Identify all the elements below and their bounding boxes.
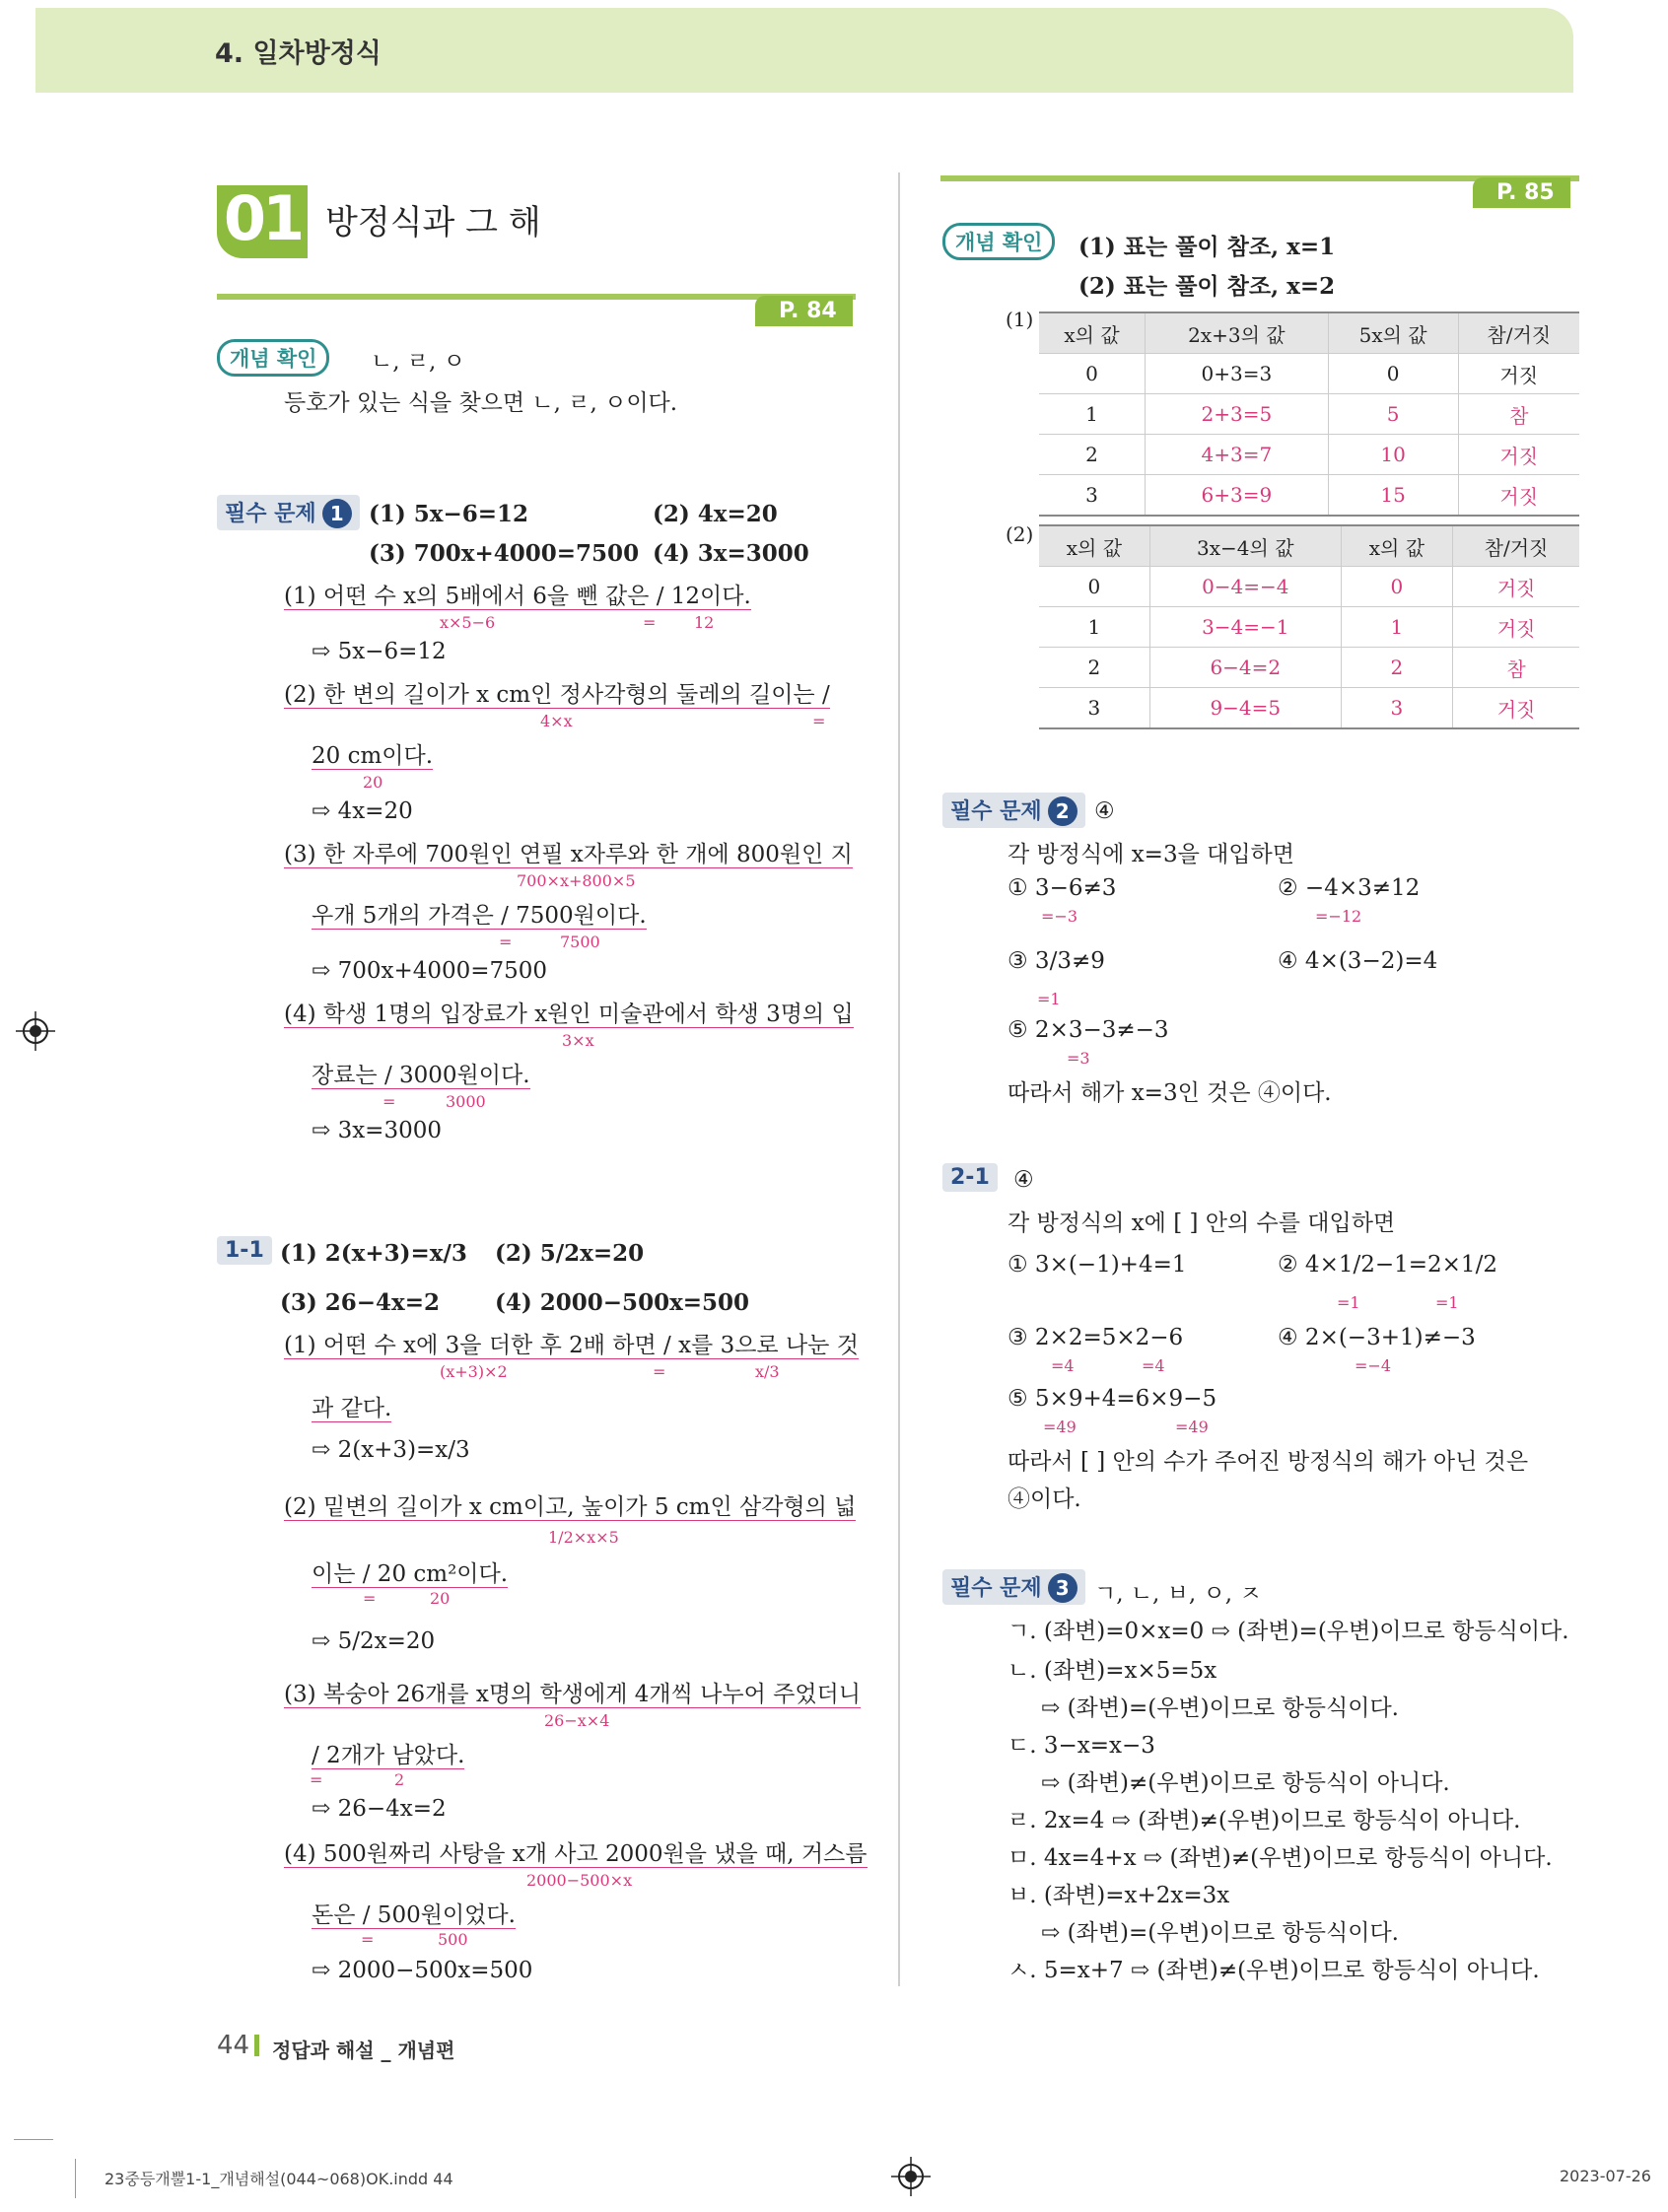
- crop-mark-left-v: [75, 2159, 76, 2198]
- footer-separator: [254, 2035, 259, 2056]
- p1-sol-4-text: (4) 학생 1명의 입장료가 x원인 미술관에서 학생 3명의 입: [284, 1002, 854, 1027]
- p3-answer: ㄱ, ㄴ, ㅂ, ㅇ, ㅈ: [1094, 1581, 1262, 1607]
- table-2-header: x의 값: [1039, 525, 1149, 567]
- p11-sol-1-result: ⇨ 2(x+3)=x/3: [312, 1437, 470, 1463]
- p1-sol-2-note-c: 20: [363, 773, 383, 792]
- p21-choice-4: ④ 2×(−3+1)≠−3: [1278, 1325, 1476, 1350]
- table-cell: 거짓: [1458, 354, 1579, 394]
- p21-choice-3-note-b: =4: [1142, 1356, 1165, 1375]
- p3-line: ⇨ (좌변)≠(우변)이므로 항등식이 아니다.: [1041, 1770, 1450, 1796]
- p11-sol-3: [284, 1676, 861, 1708]
- p1-answer-3: (3) 700x+4000=7500: [369, 540, 640, 567]
- p3-line: ㄱ. (좌변)=0×x=0 ⇨ (좌변)=(우변)이므로 항등식이다.: [1008, 1619, 1569, 1644]
- p1-sol-4-cont: [312, 1057, 530, 1089]
- p11-sol-2-cont: [312, 1555, 508, 1588]
- p11-sol-2-result: ⇨ 5/2x=20: [312, 1628, 436, 1654]
- p1-sol-2: [284, 676, 830, 709]
- footer-page-number: 44: [217, 2031, 250, 2060]
- column-divider: [898, 173, 900, 1986]
- p21-choice-5-note-b: =49: [1175, 1417, 1209, 1436]
- p11-sol-4-note-a: 2000−500×x: [526, 1871, 633, 1890]
- p1-sol-3-cont-text: 우개 5개의 가격은 / 7500원이다.: [312, 903, 647, 929]
- p21-choice-4-note: =−4: [1355, 1356, 1391, 1375]
- p2-choice-3-note: =1: [1037, 990, 1061, 1008]
- p1-sol-1-note-b: =: [643, 613, 657, 632]
- p11-answer-4: (4) 2000−500x=500: [495, 1289, 750, 1316]
- p21-choice-3-note-a: =4: [1051, 1356, 1075, 1375]
- p11-sol-3-note-a: 26−x×4: [544, 1711, 610, 1730]
- p1-sol-4-note-b: =: [382, 1092, 396, 1111]
- p11-sol-4-cont: [312, 1897, 516, 1929]
- p1-sol-3-result: ⇨ 700x+4000=7500: [312, 958, 548, 984]
- table-cell: 10: [1328, 435, 1458, 475]
- concept-badge-right: 개념 확인: [942, 223, 1055, 260]
- table-row: [1039, 567, 1579, 607]
- p11-sol-1-cont-text: 과 같다.: [312, 1396, 392, 1421]
- p21-choice-2-note-b: =1: [1435, 1293, 1459, 1312]
- p1-sol-3: [284, 836, 853, 868]
- table-1-header-row: [1039, 312, 1579, 354]
- p2-choice-1-note: =−3: [1041, 907, 1077, 926]
- p3-line: ㄷ. 3−x=x−3: [1008, 1733, 1155, 1759]
- table-cell: 거짓: [1453, 607, 1579, 648]
- p11-answer-1: (1) 2(x+3)=x/3: [280, 1240, 467, 1267]
- table-cell: 2+3=5: [1146, 394, 1329, 435]
- p11-sol-2-text: (2) 밑변의 길이가 x cm이고, 높이가 5 cm인 삼각형의 넓: [284, 1494, 857, 1520]
- problem-2-label: 필수 문제: [950, 799, 1042, 824]
- p21-answer: ④: [1013, 1167, 1034, 1193]
- table-2-header: x의 값: [1341, 525, 1452, 567]
- p1-sol-4-result: ⇨ 3x=3000: [312, 1118, 442, 1143]
- p2-choice-1: ① 3−6≠3: [1008, 875, 1117, 901]
- table-row: [1039, 607, 1579, 648]
- p21-choice-5: ⑤ 5×9+4=6×9−5: [1008, 1386, 1217, 1412]
- p21-choice-2: ② 4×1/2−1=2×1/2: [1278, 1252, 1497, 1278]
- table-cell: 0+3=3: [1146, 354, 1329, 394]
- p11-sol-4-text: (4) 500원짜리 사탕을 x개 사고 2000원을 냈을 때, 거스름: [284, 1841, 868, 1867]
- footer-book-title: 정답과 해설 _ 개념편: [272, 2039, 455, 2062]
- p21-conclusion-1: 따라서 [ ] 안의 수가 주어진 방정식의 해가 아닌 것은: [1008, 1449, 1529, 1475]
- p21-choice-3: ③ 2×2=5×2−6: [1008, 1325, 1184, 1350]
- problem-1-label: 필수 문제: [225, 502, 316, 526]
- p1-sol-2-note-a: 4×x: [540, 712, 573, 730]
- table-row: [1039, 435, 1579, 475]
- p11-sol-1-text: (1) 어떤 수 x에 3을 더한 후 2배 하면 / x를 3으로 나눈 것: [284, 1333, 859, 1358]
- p1-sol-2-note-b: =: [812, 712, 826, 730]
- p21-choice-2-note-a: =1: [1337, 1293, 1360, 1312]
- p1-sol-1-result: ⇨ 5x−6=12: [312, 639, 447, 664]
- table-cell: 0−4=−4: [1149, 567, 1341, 607]
- p11-sol-2-note-a: 1/2×x×5: [548, 1528, 619, 1547]
- p11-sol-3-note-b: =: [310, 1770, 323, 1789]
- p1-sol-4: [284, 996, 854, 1028]
- table-row: [1039, 354, 1579, 394]
- p1-sol-4-note-a: 3×x: [562, 1031, 594, 1050]
- table-1-label: (1): [1006, 308, 1034, 331]
- p1-answer-4: (4) 3x=3000: [653, 540, 809, 567]
- p3-line: ㅁ. 4x=4+x ⇨ (좌변)≠(우변)이므로 항등식이 아니다.: [1008, 1845, 1553, 1871]
- p1-sol-2-cont: [312, 737, 433, 770]
- p2-choice-2-note: =−12: [1315, 907, 1362, 926]
- table-cell: 거짓: [1458, 475, 1579, 517]
- p2-choice-5-note: =3: [1067, 1049, 1090, 1068]
- p11-sol-1-note-c: x/3: [755, 1362, 780, 1381]
- p3-line: ㄹ. 2x=4 ⇨ (좌변)≠(우변)이므로 항등식이 아니다.: [1008, 1808, 1521, 1833]
- registration-mark-bottom: [891, 2157, 931, 2200]
- p11-sol-4-note-b: =: [361, 1930, 375, 1949]
- p3-line: ㄴ. (좌변)=x×5=5x: [1008, 1658, 1217, 1684]
- p1-sol-4-cont-text: 장료는 / 3000원이다.: [312, 1063, 530, 1088]
- table-cell: 1: [1039, 607, 1149, 648]
- left-page-tag: P. 84: [755, 296, 853, 326]
- p2-answer: ④: [1094, 798, 1115, 824]
- concept-answer-right-2: (2) 표는 풀이 참조, x=2: [1078, 273, 1336, 300]
- p11-sol-2-cont-text: 이는 / 20 cm²이다.: [312, 1561, 509, 1587]
- table-2-header-row: [1039, 525, 1579, 567]
- p11-sol-4-cont-text: 돈은 / 500원이었다.: [312, 1902, 516, 1928]
- problem-3-number: 3: [1048, 1573, 1077, 1603]
- p2-choice-5: ⑤ 2×3−3≠−3: [1008, 1017, 1169, 1043]
- table-cell: 5: [1328, 394, 1458, 435]
- p3-line: ㅅ. 5=x+7 ⇨ (좌변)≠(우변)이므로 항등식이 아니다.: [1008, 1958, 1540, 1983]
- p11-sol-2-note-b: =: [363, 1589, 377, 1608]
- p1-sol-4-note-c: 3000: [446, 1092, 486, 1111]
- table-1-header: 2x+3의 값: [1146, 312, 1329, 354]
- table-cell: 거짓: [1453, 688, 1579, 729]
- p1-sol-1-note-c: 12: [694, 613, 715, 632]
- table-cell: 거짓: [1453, 567, 1579, 607]
- table-cell: 3: [1039, 475, 1146, 517]
- p11-answer-3: (3) 26−4x=2: [280, 1289, 441, 1316]
- p11-sol-1-note-b: =: [653, 1362, 666, 1381]
- p1-sol-1-text: (1) 어떤 수 x의 5배에서 6을 뺀 값은 / 12이다.: [284, 584, 751, 609]
- table-cell: 3: [1039, 688, 1149, 729]
- p11-sol-3-note-c: 2: [394, 1770, 405, 1789]
- table-2-label: (2): [1006, 522, 1034, 546]
- p3-line: ⇨ (좌변)=(우변)이므로 항등식이다.: [1041, 1920, 1399, 1946]
- p1-answer-1: (1) 5x−6=12: [369, 501, 529, 527]
- table-cell: 3−4=−1: [1149, 607, 1341, 648]
- p1-sol-1-note-a: x×5−6: [440, 613, 496, 632]
- p11-sol-2: [284, 1488, 856, 1521]
- registration-mark-left: [16, 1011, 55, 1055]
- p11-sol-4-result: ⇨ 2000−500x=500: [312, 1958, 533, 1983]
- problem-1-number: 1: [322, 499, 352, 528]
- p2-intro: 각 방정식에 x=3을 대입하면: [1008, 842, 1294, 867]
- table-cell: 0: [1039, 567, 1149, 607]
- p21-choice-1: ① 3×(−1)+4=1: [1008, 1252, 1187, 1278]
- p1-sol-3-note-b: =: [499, 933, 513, 951]
- p1-sol-2-text: (2) 한 변의 길이가 x cm인 정사각형의 둘레의 길이는 /: [284, 682, 830, 708]
- problem-2-1-badge: 2-1: [942, 1163, 998, 1192]
- p2-choice-3: ③ 3/3≠9: [1008, 948, 1105, 974]
- table-row: [1039, 475, 1579, 517]
- table-cell: 참: [1458, 394, 1579, 435]
- right-page-tag: P. 85: [1473, 177, 1570, 208]
- table-cell: 2: [1039, 648, 1149, 688]
- table-2-header: 참/거짓: [1453, 525, 1579, 567]
- problem-2-badge: [942, 793, 1085, 828]
- p1-sol-3-note-a: 700×x+800×5: [517, 871, 636, 890]
- p1-sol-3-cont: [312, 897, 647, 930]
- p11-sol-4: [284, 1835, 868, 1868]
- problem-3-badge: [942, 1569, 1085, 1605]
- table-1-header: 참/거짓: [1458, 312, 1579, 354]
- table-cell: 4+3=7: [1146, 435, 1329, 475]
- p11-sol-1-cont: [312, 1390, 391, 1422]
- table-cell: 0: [1341, 567, 1452, 607]
- problem-1-1-badge: 1-1: [217, 1236, 272, 1265]
- value-table-1: [1039, 311, 1579, 517]
- p11-sol-3-cont-text: / 2개가 남았다.: [312, 1743, 465, 1768]
- table-2-header: 3x−4의 값: [1149, 525, 1341, 567]
- table-1-header: 5x의 값: [1328, 312, 1458, 354]
- p1-sol-1: [284, 578, 751, 610]
- p3-line: ㅂ. (좌변)=x+2x=3x: [1008, 1883, 1230, 1908]
- section-number: 01: [217, 185, 308, 258]
- table-cell: 3: [1341, 688, 1452, 729]
- table-row: [1039, 648, 1579, 688]
- table-cell: 0: [1328, 354, 1458, 394]
- p21-choice-5-note-a: =49: [1043, 1417, 1077, 1436]
- crop-mark-left: [14, 2139, 53, 2140]
- p2-conclusion: 따라서 해가 x=3인 것은 ④이다.: [1008, 1080, 1332, 1106]
- problem-3-label: 필수 문제: [950, 1576, 1042, 1601]
- p11-sol-1: [284, 1327, 859, 1359]
- p11-sol-2-note-c: 20: [430, 1589, 451, 1608]
- chapter-title: 4. 일차방정식: [215, 38, 382, 69]
- p11-sol-1-note-a: (x+3)×2: [440, 1362, 508, 1381]
- table-cell: 6−4=2: [1149, 648, 1341, 688]
- table-row: [1039, 394, 1579, 435]
- footer-date: 2023-07-26: [1560, 2167, 1651, 2185]
- section-title: 방정식과 그 해: [325, 203, 541, 242]
- table-cell: 0: [1039, 354, 1146, 394]
- table-cell: 거짓: [1458, 435, 1579, 475]
- p11-sol-3-text: (3) 복숭아 26개를 x명의 학생에게 4개씩 나누어 주었더니: [284, 1682, 861, 1707]
- table-cell: 9−4=5: [1149, 688, 1341, 729]
- p2-choice-4: ④ 4×(3−2)=4: [1278, 948, 1438, 974]
- table-cell: 참: [1453, 648, 1579, 688]
- footer-file-name: 23중등개뿔1-1_개념해설(044~068)OK.indd 44: [104, 2170, 453, 2188]
- p11-sol-3-cont: [312, 1737, 464, 1769]
- table-cell: 1: [1039, 394, 1146, 435]
- p21-intro: 각 방정식의 x에 [ ] 안의 수를 대입하면: [1008, 1210, 1396, 1236]
- problem-2-number: 2: [1048, 796, 1077, 826]
- p3-line: ⇨ (좌변)=(우변)이므로 항등식이다.: [1041, 1695, 1399, 1721]
- problem-1-badge: [217, 495, 360, 530]
- concept-answer-right-1: (1) 표는 풀이 참조, x=1: [1078, 234, 1336, 260]
- table-cell: 15: [1328, 475, 1458, 517]
- table-1-header: x의 값: [1039, 312, 1146, 354]
- table-cell: 1: [1341, 607, 1452, 648]
- p1-sol-2-result: ⇨ 4x=20: [312, 798, 413, 824]
- p1-sol-2-cont-text: 20 cm이다.: [312, 743, 434, 769]
- p21-conclusion-2: ④이다.: [1008, 1486, 1081, 1512]
- table-cell: 2: [1039, 435, 1146, 475]
- p11-answer-2: (2) 5/2x=20: [495, 1240, 645, 1267]
- p2-choice-2: ② −4×3≠12: [1278, 875, 1421, 901]
- p11-sol-3-result: ⇨ 26−4x=2: [312, 1796, 447, 1822]
- p1-sol-3-note-c: 7500: [560, 933, 600, 951]
- p11-sol-4-note-c: 500: [438, 1930, 468, 1949]
- table-cell: 6+3=9: [1146, 475, 1329, 517]
- concept-badge-left: 개념 확인: [217, 339, 329, 377]
- p1-sol-3-text: (3) 한 자루에 700원인 연필 x자루와 한 개에 800원인 지: [284, 842, 853, 867]
- table-row: [1039, 688, 1579, 729]
- value-table-2: [1039, 524, 1579, 729]
- table-cell: 2: [1341, 648, 1452, 688]
- concept-answer-left: ㄴ, ㄹ, ㅇ: [371, 349, 465, 375]
- concept-explain-left: 등호가 있는 식을 찾으면 ㄴ, ㄹ, ㅇ이다.: [284, 390, 678, 416]
- p1-answer-2: (2) 4x=20: [653, 501, 778, 527]
